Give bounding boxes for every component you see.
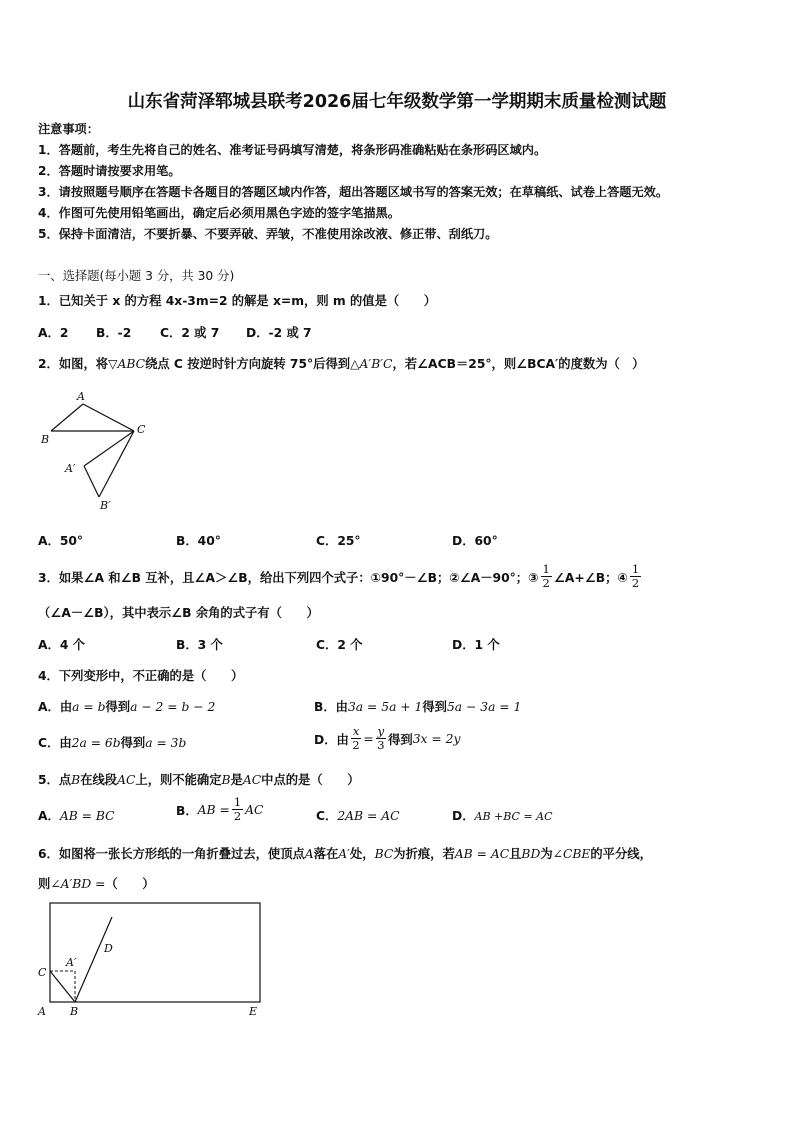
q6-stem-line2 <box>38 874 155 892</box>
q5-option-d <box>452 806 553 824</box>
q3-stem-part: 3．如果∠A 和∠B 互补，且∠A＞∠B，给出下列四个式子：①90°－∠B；②∠A－90°；③ <box>38 570 539 585</box>
notice-item: 5．保持卡面清洁，不要折暴、不要弄破、弄皱，不准使用涂改液、修正带、刮纸刀。 <box>38 227 498 241</box>
question-5-stem <box>38 770 360 788</box>
q4-frac-den: 2 <box>352 738 360 752</box>
q2-option-d: D．60° <box>452 534 498 548</box>
q3-stem-line2: （∠A－∠B），其中表示∠B 余角的式子有（ ） <box>38 606 319 620</box>
q6-math: A′ <box>338 847 350 861</box>
q4-frac-num: x <box>352 724 360 738</box>
q5-math: AB +BC = AC <box>474 810 553 823</box>
q4-option-label: D．由 <box>314 732 349 747</box>
question-3-stem <box>38 563 643 590</box>
q5-option-b <box>176 796 263 823</box>
q2-option-c: C．25° <box>316 534 361 548</box>
q5-stem-part: 在线段 <box>80 773 118 787</box>
q2-option-a: A．50° <box>38 534 84 548</box>
q5-math: B <box>71 773 81 787</box>
section-heading: 一、选择题(每小题 3 分，共 30 分) <box>38 269 235 283</box>
notice-item: 3．请按照题号顺序在答题卡各题目的答题区域内作答，超出答题区域书写的答案无效；在草稿纸、试卷上答题无效。 <box>38 185 669 199</box>
q3-option-c: C．2 个 <box>316 638 363 652</box>
q5-math: B <box>221 773 231 787</box>
q6-math: BC <box>374 847 394 861</box>
q5-math: AC <box>245 802 264 817</box>
q5-option-a <box>38 806 115 824</box>
q3-half-fraction <box>630 563 641 590</box>
q3-option-a: A．4 个 <box>38 638 85 652</box>
q4-fraction <box>351 725 362 752</box>
q4-math: a = 3b <box>145 736 187 750</box>
q3-frac-num: 1 <box>542 562 550 576</box>
q5-fraction <box>232 796 243 823</box>
q4-math: 2a = 6b <box>71 736 121 750</box>
q6-math: ∠A′BD = <box>50 877 106 891</box>
q5-option-label: C． <box>316 809 338 823</box>
q5-stem-part: 上，则不能确定 <box>135 773 222 787</box>
q1-option-a: A．2 <box>38 326 69 340</box>
notice-item: 2．答题时请按要求用笔。 <box>38 164 181 178</box>
q6-label-a1: A′ <box>66 956 77 969</box>
q3-frac-den: 2 <box>542 576 550 590</box>
q2-label-a: A <box>77 390 85 403</box>
q4-option-b <box>314 697 521 715</box>
q5-frac-den: 2 <box>233 809 242 823</box>
question-1-stem: 1．已知关于 x 的方程 4x-3m=2 的解是 x=m，则 m 的值是（ ） <box>38 294 437 308</box>
q1-option-d: D．-2 或 7 <box>246 326 312 340</box>
q6-stem-part: 落在 <box>313 847 339 861</box>
q4-math: a = b <box>72 700 106 714</box>
q4-text: 得到 <box>105 700 131 714</box>
q6-stem-part: 处， <box>349 847 375 861</box>
q3-half-fraction <box>541 563 552 590</box>
q2-triangle-abc: ▽ABC <box>108 357 146 371</box>
q5-option-label: A． <box>38 809 60 823</box>
q4-math: 3a = 5a + 1 <box>347 700 423 714</box>
q4-text: 得到 <box>388 732 413 747</box>
q2-option-b: B．40° <box>176 534 221 548</box>
q6-stem-part: 6．如图将一张长方形纸的一角折叠过去，使顶点 <box>38 847 305 861</box>
q6-label-d: D <box>104 942 113 955</box>
q6-math: BD <box>521 847 541 861</box>
q4-math: = <box>363 731 374 746</box>
page-title: 山东省菏泽郓城县联考2026届七年级数学第一学期期末质量检测试题 <box>127 92 667 112</box>
q6-label-c: C <box>38 966 47 979</box>
q1-option-b: B．-2 <box>96 326 132 340</box>
q3-option-d: D．1 个 <box>452 638 500 652</box>
q5-math: AC <box>242 773 262 787</box>
q5-frac-num: 1 <box>233 795 242 809</box>
q3-stem-part: ∠A+∠B；④ <box>553 570 628 585</box>
q2-label-a1: A′ <box>65 462 76 475</box>
q2-stem-part: 2．如图，将 <box>38 357 109 371</box>
q3-frac-num: 1 <box>631 562 640 576</box>
q4-option-d <box>314 725 460 752</box>
q6-math: AB = AC <box>454 847 510 861</box>
notice-item: 4．作图可先使用铅笔画出，确定后必须用黑色字迹的签字笔描黑。 <box>38 206 400 220</box>
q5-math: 2AB = AC <box>337 809 400 823</box>
q4-frac-den: 3 <box>377 738 385 752</box>
q3-option-b: B．3 个 <box>176 638 223 652</box>
q6-stem-part: 的平分线， <box>590 847 652 861</box>
q2-label-b1: B′ <box>100 499 111 512</box>
q1-option-c: C．2 或 7 <box>160 326 220 340</box>
q6-math: ∠CBE <box>552 847 591 861</box>
q2-triangle-a1b1c: △A′B′C <box>350 357 393 371</box>
q6-stem-part: 为折痕，若 <box>393 847 455 861</box>
q6-label-b: B <box>70 1005 79 1018</box>
q5-stem-part: 5．点 <box>38 773 72 787</box>
q5-math: AB = BC <box>59 809 115 823</box>
q4-fraction <box>376 725 387 752</box>
q4-option-c <box>38 733 186 751</box>
q6-stem-part: 则 <box>38 877 51 891</box>
q6-label-e: E <box>249 1005 258 1018</box>
q4-math: 3x = 2y <box>412 731 461 746</box>
q2-stem-part: ，若∠ACB＝25°，则∠BCA′的度数为（ ） <box>392 357 645 371</box>
q4-text: 得到 <box>120 736 146 750</box>
q6-label-a: A <box>38 1005 46 1018</box>
q2-label-c: C <box>137 423 146 436</box>
notice-item: 1．答题前，考生先将自己的姓名、准考证号码填写清楚，将条形码准确粘贴在条形码区域内。 <box>38 143 547 157</box>
q5-stem-part: 中点的是（ ） <box>261 773 360 787</box>
q5-option-label: B． <box>176 803 198 818</box>
q5-math: AC <box>117 773 136 787</box>
q4-option-label: A．由 <box>38 700 73 714</box>
q4-option-a <box>38 697 215 715</box>
q5-option-label: D． <box>452 809 475 823</box>
q6-math: A <box>304 847 314 861</box>
q6-stem-part: 为 <box>540 847 553 861</box>
question-2-stem <box>38 354 644 372</box>
q4-math: 5a − 3a = 1 <box>446 700 522 714</box>
q6-stem-part: （ ） <box>105 877 155 891</box>
question-6-stem <box>38 844 652 862</box>
q2-label-b: B <box>41 433 50 446</box>
q5-option-c <box>316 806 399 824</box>
q6-fold-figure <box>30 895 280 1025</box>
q2-stem-part: 绕点 C 按逆时针方向旋转 75°后得到 <box>145 357 351 371</box>
question-4-stem: 4．下列变形中，不正确的是（ ） <box>38 669 244 683</box>
q3-frac-den: 2 <box>631 576 640 590</box>
q4-option-label: B．由 <box>314 700 348 714</box>
q6-stem-part: 且 <box>509 847 522 861</box>
q5-math: AB = <box>197 802 230 817</box>
q5-stem-part: 是 <box>230 773 243 787</box>
q4-frac-num: y <box>377 724 385 738</box>
q4-option-label: C．由 <box>38 736 72 750</box>
q4-text: 得到 <box>422 700 447 714</box>
notice-heading: 注意事项： <box>38 122 99 136</box>
q4-math: a − 2 = b − 2 <box>130 700 216 714</box>
q2-rotation-figure <box>30 385 160 515</box>
